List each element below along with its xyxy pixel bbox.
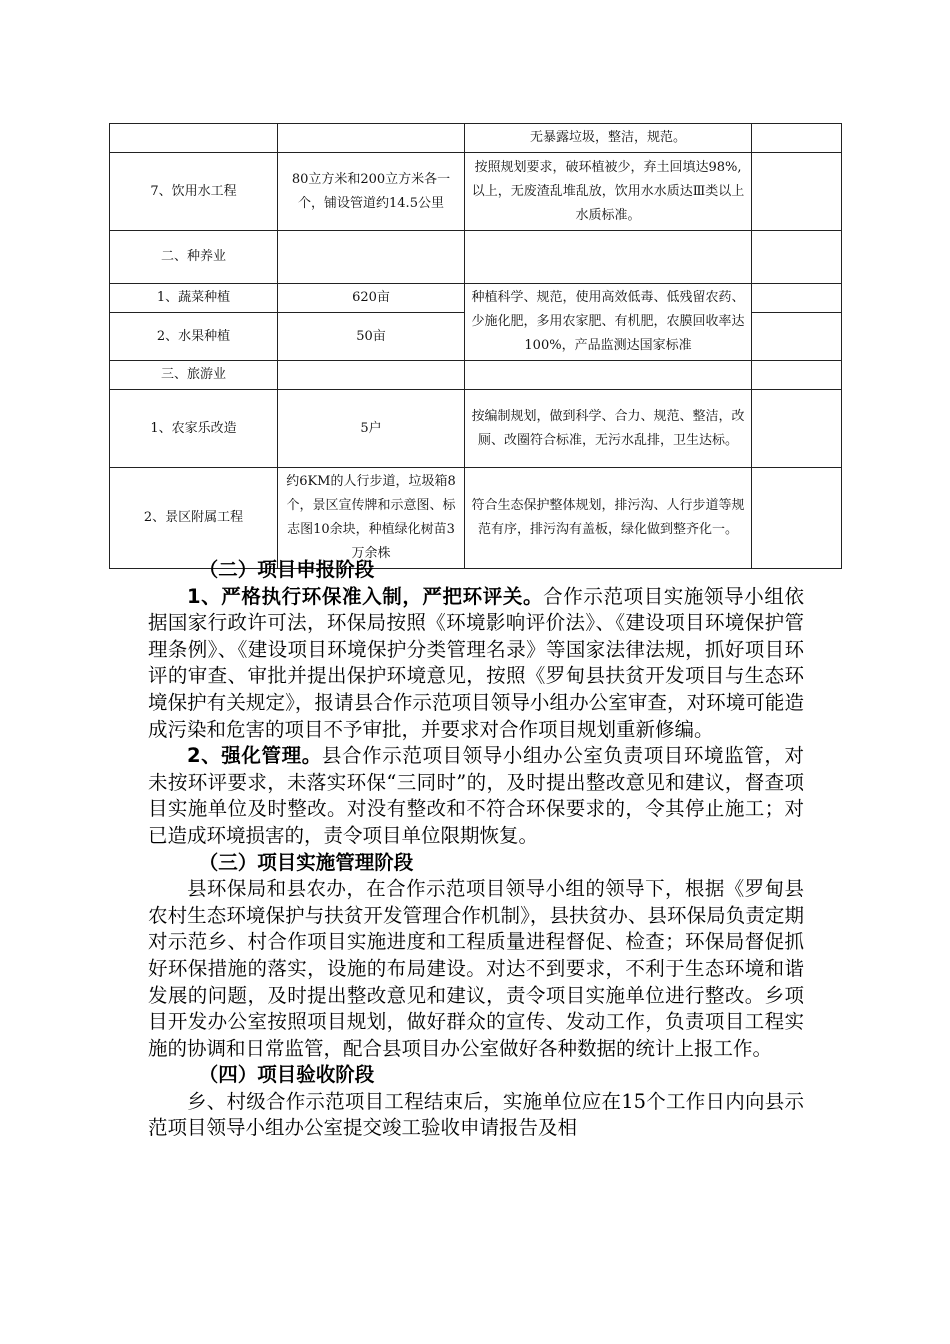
note-cell: [752, 468, 842, 569]
scale-cell: 5户: [278, 390, 465, 468]
standard-cell: [465, 231, 752, 284]
item-cell: 二、种养业: [110, 231, 278, 284]
note-cell: [752, 361, 842, 390]
section-heading-4: （四）项目验收阶段: [198, 1063, 375, 1087]
table-row: [110, 390, 842, 468]
scale-cell: [278, 361, 465, 390]
section-heading-3: （三）项目实施管理阶段: [198, 850, 414, 874]
paragraph: 县环保局和县农办，在合作示范项目领导小组的领导下，根据《罗甸县农村生态环境保护与扶贫开发管理合作机制》，县扶贫办、县环保局负责定期对示范乡、村合作项目实施进度和工程质量进程督促、检查；环保局督促抓好环保措施的落实，设施的布局建设。对达不到要求，不利于生态环境和谐发展的问题，及时提出整改意见和建议，责令项目实施单位进行整改。乡项目开发办公室按照项目规划，做好群众的宣传、发动工作，负责项目工程实施的协调和日常监管，配合县项目办公室做好各种数据的统计上报工作。: [148, 877, 804, 1060]
standard-cell: 按编制规划，做到科学、合力、规范、整洁，改厕、改圈符合标准，无污水乱排，卫生达标。: [465, 390, 752, 468]
paragraph-text: 合作示范项目实施领导小组依据国家行政许可法，环保局按照《环境影响评价法》、《建设项目环境保护管理条例》、《建设项目环境保护分类管理名录》等国家法律法规，抓好项目环评的审查、审批并提出保护环境意见，按照《罗甸县扶贫开发项目与生态环境保护有关规定》，报请县合作示范项目领导小组办公室审查，对环境可能造成污染和危害的项目不予审批，并要求对合作项目规划重新修编。: [148, 584, 804, 741]
standard-cell: 按照规划要求，破环植被少，弃土回填达98%,以上，无废渣乱堆乱放，饮用水水质达Ⅲ类以上水质标准。: [465, 153, 752, 231]
standard-cell: 符合生态保护整体规划，排污沟、人行步道等规范有序，排污沟有盖板，绿化做到整齐化一。: [465, 468, 752, 569]
item-cell: 三、旅游业: [110, 361, 278, 390]
standard-cell: [465, 361, 752, 390]
note-cell: [752, 124, 842, 153]
scale-cell: [278, 124, 465, 153]
paragraph: [148, 584, 804, 744]
paragraph-lead: 1、严格执行环保准入制，严把环评关。: [187, 584, 544, 608]
paragraph-text: 县合作示范项目领导小组办公室负责项目环境监管，对未按环评要求，未落实环保“三同时”的，及时提出整改意见和建议，督查项目实施单位及时整改。对没有整改和不符合环保要求的，令其停止施工；对已造成环境损害的，责令项目单位限期恢复。: [148, 744, 804, 847]
table-row: [110, 153, 842, 231]
scale-cell: 50亩: [278, 313, 465, 361]
scale-cell: 80立方米和200立方米各一个，铺设管道约14.5公里: [278, 153, 465, 231]
note-cell: [752, 313, 842, 361]
paragraph: [148, 743, 804, 849]
project-table: [109, 123, 842, 569]
note-cell: [752, 231, 842, 284]
standard-cell: 无暴露垃圾，整洁，规范。: [465, 124, 752, 153]
scale-cell: [278, 231, 465, 284]
table-row: [110, 124, 842, 153]
scale-cell: 620亩: [278, 284, 465, 313]
table-row: [110, 231, 842, 284]
scale-cell: 约6KM的人行步道，垃圾箱8个，景区宣传牌和示意图、标志图10余块，种植绿化树苗3万余株: [278, 468, 465, 569]
table-row: [110, 361, 842, 390]
note-cell: [752, 390, 842, 468]
note-cell: [752, 284, 842, 313]
table-row: [110, 284, 842, 313]
item-cell: [110, 124, 278, 153]
item-cell: 2、景区附属工程: [110, 468, 278, 569]
item-cell: 1、农家乐改造: [110, 390, 278, 468]
item-cell: 2、水果种植: [110, 313, 278, 361]
item-cell: 7、饮用水工程: [110, 153, 278, 231]
paragraph: 乡、村级合作示范项目工程结束后，实施单位应在15个工作日内向县示范项目领导小组办公室提交竣工验收申请报告及相: [148, 1089, 804, 1140]
table-row: [110, 468, 842, 569]
standard-cell: 种植科学、规范，使用高效低毒、低残留农药、少施化肥，多用农家肥、有机肥，农膜回收率达100%，产品监测达国家标准: [465, 284, 752, 361]
note-cell: [752, 153, 842, 231]
paragraph-lead: 2、强化管理。: [187, 744, 322, 768]
body-text: [148, 557, 804, 1142]
item-cell: 1、蔬菜种植: [110, 284, 278, 313]
section-heading-2: （二）项目申报阶段: [198, 558, 375, 581]
